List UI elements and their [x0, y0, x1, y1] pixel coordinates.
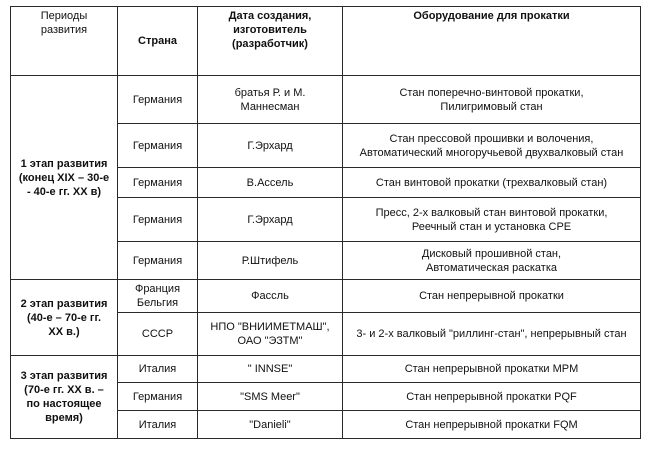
- equipment-cell: Стан непрерывной прокатки: [343, 280, 641, 313]
- country-cell: Германия: [118, 168, 198, 198]
- equipment-cell: Стан непрерывной прокатки PQF: [343, 383, 641, 411]
- maker-cell: "SMS Meer": [198, 383, 343, 411]
- country-cell: Франция Бельгия: [118, 280, 198, 313]
- table-row: [11, 76, 641, 124]
- country-cell: Германия: [118, 76, 198, 124]
- equipment-cell: Стан винтовой прокатки (трехвалковый стан): [343, 168, 641, 198]
- header-period: Периоды развития: [11, 7, 118, 76]
- table-row: [11, 356, 641, 383]
- rolling-equipment-table: [10, 6, 641, 439]
- maker-cell: Г.Эрхард: [198, 198, 343, 242]
- equipment-cell: Стан непрерывной прокатки FQM: [343, 411, 641, 439]
- stage-label-cell: 3 этап развития (70-е гг. XX в. – по настоящее время): [11, 356, 118, 439]
- country-cell: СССР: [118, 313, 198, 356]
- maker-cell: братья Р. и М. Маннесман: [198, 76, 343, 124]
- maker-cell: "Danieli": [198, 411, 343, 439]
- header-row: [11, 7, 641, 76]
- header-date: Дата создания, изготовитель (разработчик): [198, 7, 343, 76]
- country-cell: Германия: [118, 124, 198, 168]
- maker-cell: НПО "ВНИИМЕТМАШ", ОАО "ЭЗТМ": [198, 313, 343, 356]
- header-country: Страна: [118, 7, 198, 76]
- equipment-cell: 3- и 2-х валковый "риллинг-стан", непрерывный стан: [343, 313, 641, 356]
- country-cell: Италия: [118, 411, 198, 439]
- equipment-cell: Пресс, 2-х валковый стан винтовой прокатки, Реечный стан и установка СРЕ: [343, 198, 641, 242]
- table-row: [11, 280, 641, 313]
- country-cell: Германия: [118, 242, 198, 280]
- stage-label-cell: 2 этап развития (40-е – 70-е гг. XX в.): [11, 280, 118, 356]
- header-equipment: Оборудование для прокатки: [343, 7, 641, 76]
- equipment-cell: Стан непрерывной прокатки MPM: [343, 356, 641, 383]
- table-body: [11, 76, 641, 439]
- equipment-cell: Стан прессовой прошивки и волочения, Автоматический многоручьевой двухвалковый стан: [343, 124, 641, 168]
- maker-cell: В.Ассель: [198, 168, 343, 198]
- document-page: [10, 6, 640, 439]
- country-cell: Германия: [118, 198, 198, 242]
- equipment-cell: Стан поперечно-винтовой прокатки, Пилигримовый стан: [343, 76, 641, 124]
- maker-cell: Фассль: [198, 280, 343, 313]
- maker-cell: Г.Эрхард: [198, 124, 343, 168]
- maker-cell: " INNSE": [198, 356, 343, 383]
- stage-label-cell: 1 этап развития (конец XIX – 30-е - 40-е гг. XX в): [11, 76, 118, 280]
- country-cell: Германия: [118, 383, 198, 411]
- country-cell: Италия: [118, 356, 198, 383]
- equipment-cell: Дисковый прошивной стан, Автоматическая раскатка: [343, 242, 641, 280]
- maker-cell: Р.Штифель: [198, 242, 343, 280]
